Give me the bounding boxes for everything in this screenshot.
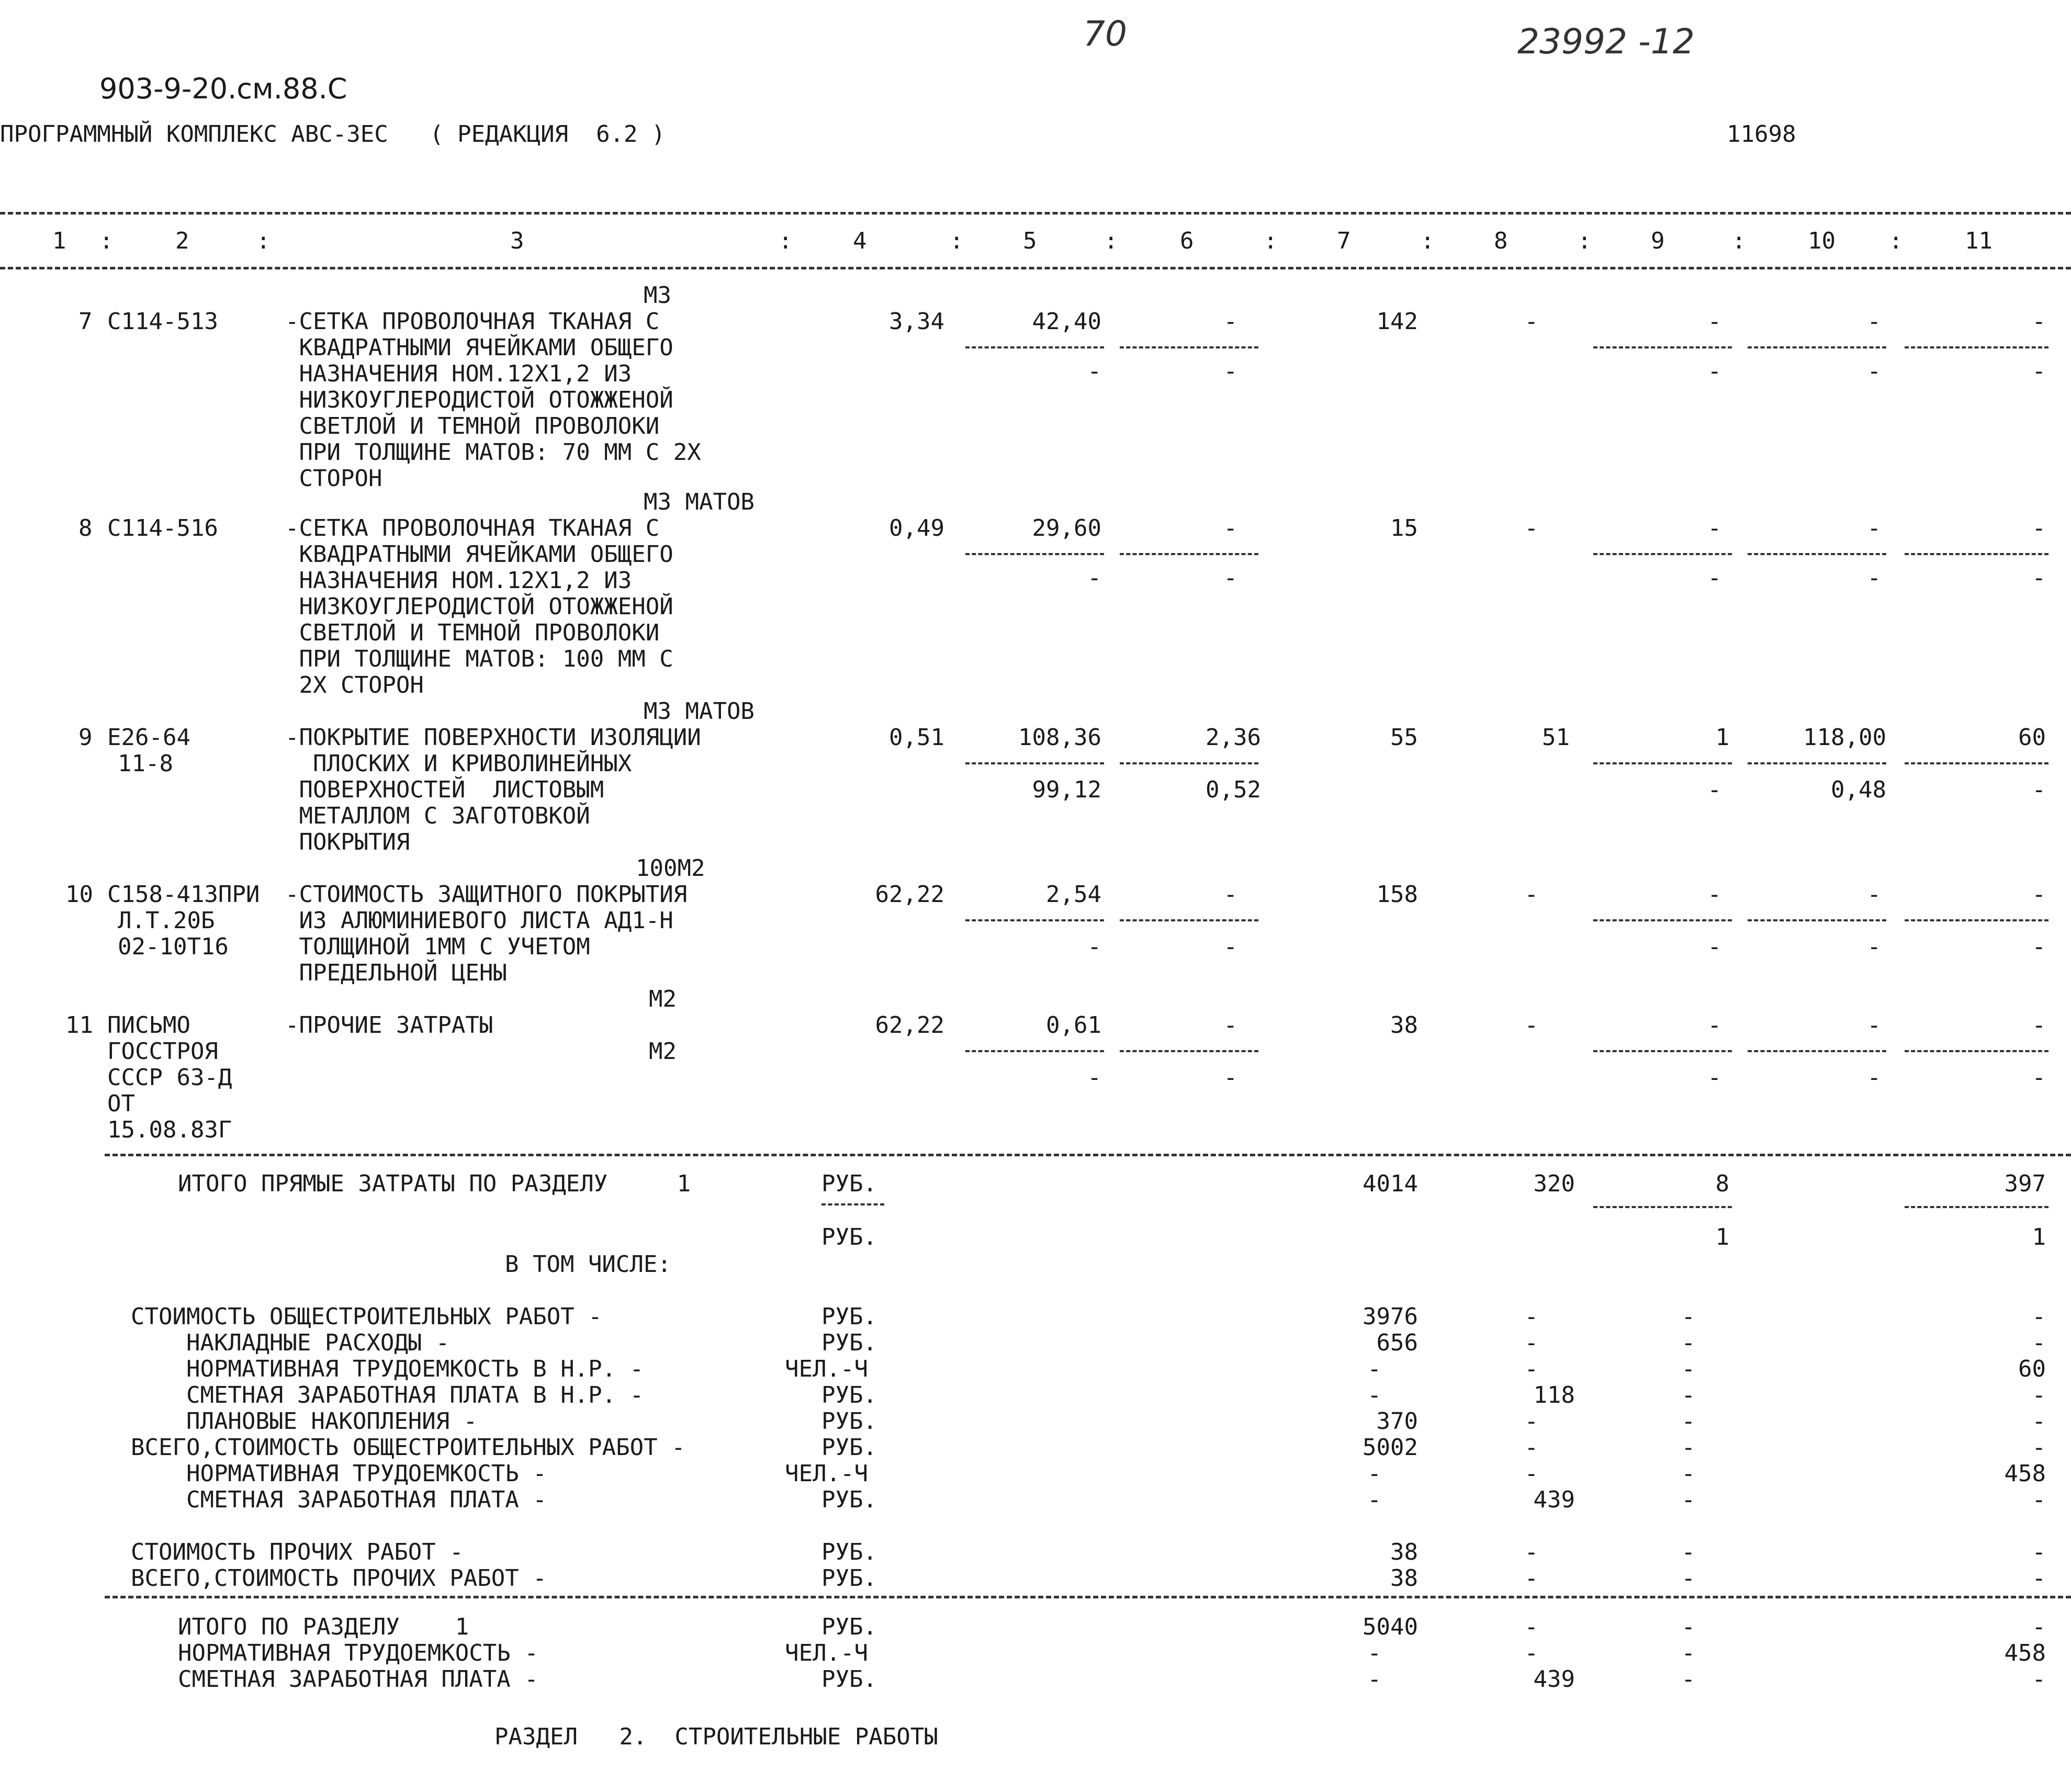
program-line: ПРОГРАММНЫЙ КОМПЛЕКС АВС-ЗЕС ( РЕДАКЦИЯ 6.2 ) xyxy=(0,121,666,148)
doc-code: 903-9-20.см.88.С xyxy=(99,72,347,105)
handwritten-page-number: 70 xyxy=(1083,14,1127,54)
handwritten-doc-number: 23992 -12 xyxy=(1517,21,1695,62)
page-number: 11698 xyxy=(1727,121,1796,148)
totals-rule xyxy=(105,1154,2071,1156)
section-total-rule xyxy=(105,1596,2071,1598)
including-label: В ТОМ ЧИСЛЕ: xyxy=(505,1251,671,1278)
section-heading: РАЗДЕЛ 2. СТРОИТЕЛЬНЫЕ РАБОТЫ xyxy=(494,1723,938,1750)
header-top-rule xyxy=(0,212,2071,215)
header-bottom-rule xyxy=(0,267,2071,269)
